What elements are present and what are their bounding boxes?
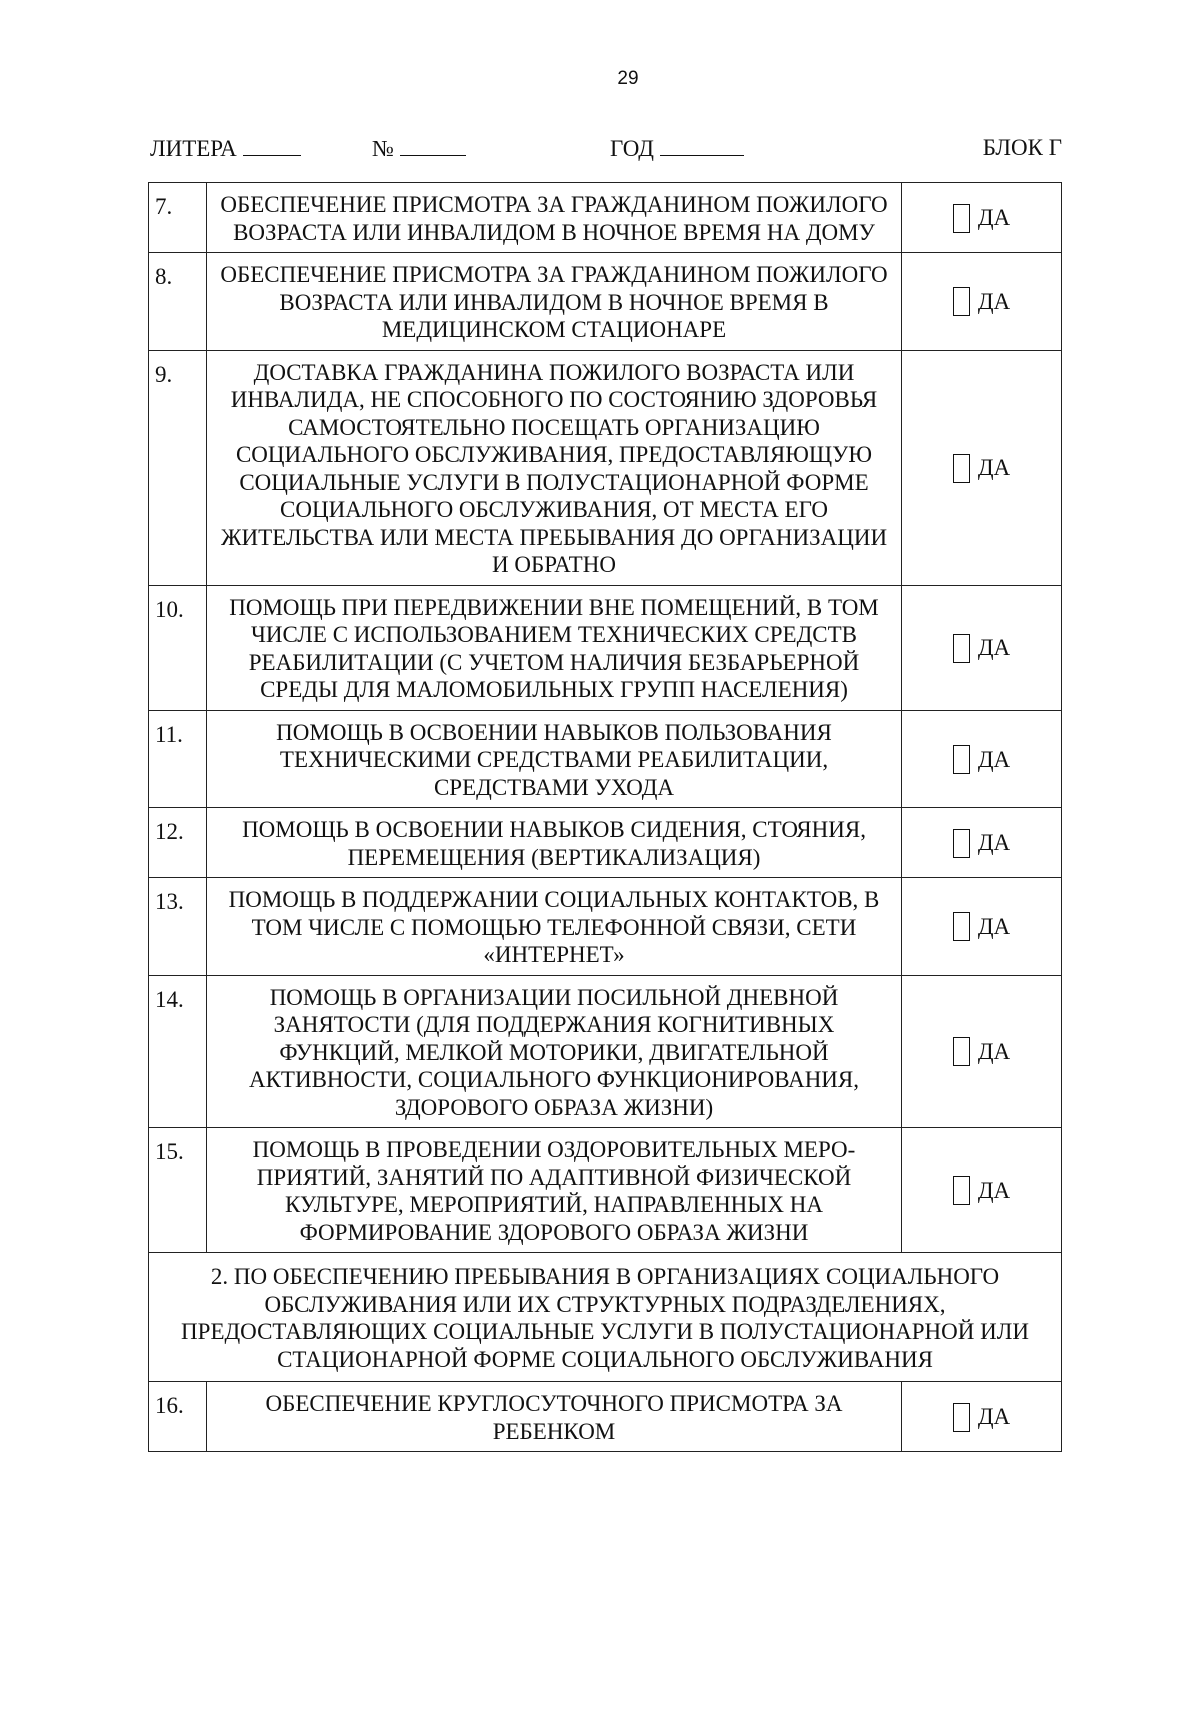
- table-row: [149, 1382, 1062, 1452]
- row-number: 7.: [149, 183, 207, 253]
- row-description: ПОМОЩЬ В ОРГАНИЗАЦИИ ПОСИЛЬНОЙ ДНЕВНОЙ ЗАНЯТОСТИ (ДЛЯ ПОДДЕРЖАНИЯ КОГНИТИВНЫХ ФУНКЦИЙ, МЕЛКОЙ МОТОРИКИ, ДВИГАТЕЛЬНОЙ АКТИВНОСТИ, СОЦИАЛЬНОГО ФУНКЦИОНИРОВАНИЯ, ЗДОРОВОГО ОБРАЗА ЖИЗНИ): [207, 975, 902, 1128]
- section-row: [149, 1253, 1062, 1382]
- da-checkbox[interactable]: [953, 1037, 970, 1066]
- table-row: [149, 253, 1062, 351]
- row-checkbox-cell: [902, 253, 1062, 351]
- da-checkbox[interactable]: [953, 1403, 970, 1432]
- row-description: ОБЕСПЕЧЕНИЕ КРУГЛОСУТОЧНОГО ПРИСМОТРА ЗА РЕБЕНКОМ: [207, 1382, 902, 1452]
- row-number: 8.: [149, 253, 207, 351]
- row-description: ОБЕСПЕЧЕНИЕ ПРИСМОТРА ЗА ГРАЖДАНИНОМ ПОЖИЛОГО ВОЗРАСТА ИЛИ ИНВАЛИДОМ В НОЧНОЕ ВРЕМЯ В МЕДИЦИНСКОМ СТАЦИОНАРЕ: [207, 253, 902, 351]
- row-number: 14.: [149, 975, 207, 1128]
- row-description: ПОМОЩЬ ПРИ ПЕРЕДВИЖЕНИИ ВНЕ ПОМЕЩЕНИЙ, В ТОМ ЧИСЛЕ С ИСПОЛЬЗОВАНИЕМ ТЕХНИЧЕСКИХ СРЕДСТВ РЕАБИЛИТАЦИИ (С УЧЕТОМ НАЛИЧИЯ БЕЗБАРЬЕРНОЙ СРЕДЫ ДЛЯ МАЛОМОБИЛЬНЫХ ГРУПП НАСЕЛЕНИЯ): [207, 585, 902, 710]
- year-field: [610, 135, 744, 162]
- row-number: 10.: [149, 585, 207, 710]
- da-checkbox[interactable]: [953, 634, 970, 663]
- row-checkbox-cell: [902, 1382, 1062, 1452]
- row-number: 13.: [149, 878, 207, 976]
- da-checkbox[interactable]: [953, 829, 970, 858]
- row-number: 15.: [149, 1128, 207, 1253]
- row-description: ПОМОЩЬ В ПРОВЕДЕНИИ ОЗДОРОВИТЕЛЬНЫХ МЕРО-ПРИЯТИЙ, ЗАНЯТИЙ ПО АДАПТИВНОЙ ФИЗИЧЕСКОЙ КУЛЬТУРЕ, МЕРОПРИЯТИЙ, НАПРАВЛЕННЫХ НА ФОРМИРОВАНИЕ ЗДОРОВОГО ОБРАЗА ЖИЗНИ: [207, 1128, 902, 1253]
- da-label: ДА: [977, 455, 1011, 481]
- block-label: БЛОК Г: [982, 135, 1062, 160]
- da-label: ДА: [977, 635, 1011, 661]
- number-label: №: [372, 136, 394, 161]
- row-description: ПОМОЩЬ В ОСВОЕНИИ НАВЫКОВ СИДЕНИЯ, СТОЯНИЯ, ПЕРЕМЕЩЕНИЯ (ВЕРТИКАЛИЗАЦИЯ): [207, 808, 902, 878]
- number-field: [372, 135, 466, 162]
- da-label: ДА: [977, 1039, 1011, 1065]
- number-blank[interactable]: [400, 135, 466, 156]
- services-table: [148, 182, 1062, 1452]
- litera-label: ЛИТЕРА: [150, 136, 237, 161]
- row-checkbox-cell: [902, 183, 1062, 253]
- table-row: [149, 808, 1062, 878]
- da-label: ДА: [977, 1177, 1011, 1203]
- row-description: ОБЕСПЕЧЕНИЕ ПРИСМОТРА ЗА ГРАЖДАНИНОМ ПОЖИЛОГО ВОЗРАСТА ИЛИ ИНВАЛИДОМ В НОЧНОЕ ВРЕМЯ НА ДОМУ: [207, 183, 902, 253]
- da-label: ДА: [977, 746, 1011, 772]
- table-row: [149, 710, 1062, 808]
- form-header: [150, 135, 1062, 165]
- da-checkbox[interactable]: [953, 287, 970, 316]
- table-row: [149, 350, 1062, 585]
- row-checkbox-cell: [902, 710, 1062, 808]
- row-checkbox-cell: [902, 1128, 1062, 1253]
- row-checkbox-cell: [902, 975, 1062, 1128]
- year-blank[interactable]: [660, 135, 744, 156]
- row-checkbox-cell: [902, 808, 1062, 878]
- da-label: ДА: [977, 289, 1011, 315]
- row-number: 12.: [149, 808, 207, 878]
- da-label: ДА: [977, 914, 1011, 940]
- page-number: 29: [617, 68, 639, 89]
- section-heading: 2. ПО ОБЕСПЕЧЕНИЮ ПРЕБЫВАНИЯ В ОРГАНИЗАЦИЯХ СОЦИАЛЬНОГО ОБСЛУЖИВАНИЯ ИЛИ ИХ СТРУКТУРНЫХ ПОДРАЗДЕЛЕНИЯХ, ПРЕДОСТАВЛЯЮЩИХ СОЦИАЛЬНЫЕ УСЛУГИ В ПОЛУСТАЦИОНАРНОЙ ИЛИ СТАЦИОНАРНОЙ ФОРМЕ СОЦИАЛЬНОГО ОБСЛУЖИВАНИЯ: [149, 1253, 1062, 1382]
- table-row: [149, 1128, 1062, 1253]
- table-row: [149, 585, 1062, 710]
- table-row: [149, 183, 1062, 253]
- row-checkbox-cell: [902, 585, 1062, 710]
- da-checkbox[interactable]: [953, 204, 970, 233]
- da-label: ДА: [977, 1404, 1011, 1430]
- year-label: ГОД: [610, 136, 654, 161]
- row-checkbox-cell: [902, 350, 1062, 585]
- da-checkbox[interactable]: [953, 912, 970, 941]
- row-description: ПОМОЩЬ В ПОДДЕРЖАНИИ СОЦИАЛЬНЫХ КОНТАКТОВ, В ТОМ ЧИСЛЕ С ПОМОЩЬЮ ТЕЛЕФОННОЙ СВЯЗИ, СЕТИ «ИНТЕРНЕТ»: [207, 878, 902, 976]
- da-label: ДА: [977, 205, 1011, 231]
- da-checkbox[interactable]: [953, 745, 970, 774]
- litera-field: [150, 135, 301, 162]
- row-checkbox-cell: [902, 878, 1062, 976]
- row-description: ПОМОЩЬ В ОСВОЕНИИ НАВЫКОВ ПОЛЬЗОВАНИЯ ТЕХНИЧЕСКИМИ СРЕДСТВАМИ РЕАБИЛИТАЦИИ, СРЕДСТВАМИ УХОДА: [207, 710, 902, 808]
- row-description: ДОСТАВКА ГРАЖДАНИНА ПОЖИЛОГО ВОЗРАСТА ИЛИ ИНВАЛИДА, НЕ СПОСОБНОГО ПО СОСТОЯНИЮ ЗДОРОВЬЯ САМОСТОЯТЕЛЬНО ПОСЕЩАТЬ ОРГАНИЗАЦИЮ СОЦИАЛЬНОГО ОБСЛУЖИВАНИЯ, ПРЕДОСТАВЛЯЮЩУЮ СОЦИАЛЬНЫЕ УСЛУГИ В ПОЛУСТАЦИОНАРНОЙ ФОРМЕ СОЦИАЛЬНОГО ОБСЛУЖИВАНИЯ, ОТ МЕСТА ЕГО ЖИТЕЛЬСТВА ИЛИ МЕСТА ПРЕБЫВАНИЯ ДО ОРГАНИЗАЦИИ И ОБРАТНО: [207, 350, 902, 585]
- row-number: 16.: [149, 1382, 207, 1452]
- da-checkbox[interactable]: [953, 1176, 970, 1205]
- table-row: [149, 975, 1062, 1128]
- row-number: 11.: [149, 710, 207, 808]
- row-number: 9.: [149, 350, 207, 585]
- litera-blank[interactable]: [243, 135, 301, 156]
- da-checkbox[interactable]: [953, 454, 970, 483]
- da-label: ДА: [977, 830, 1011, 856]
- table-row: [149, 878, 1062, 976]
